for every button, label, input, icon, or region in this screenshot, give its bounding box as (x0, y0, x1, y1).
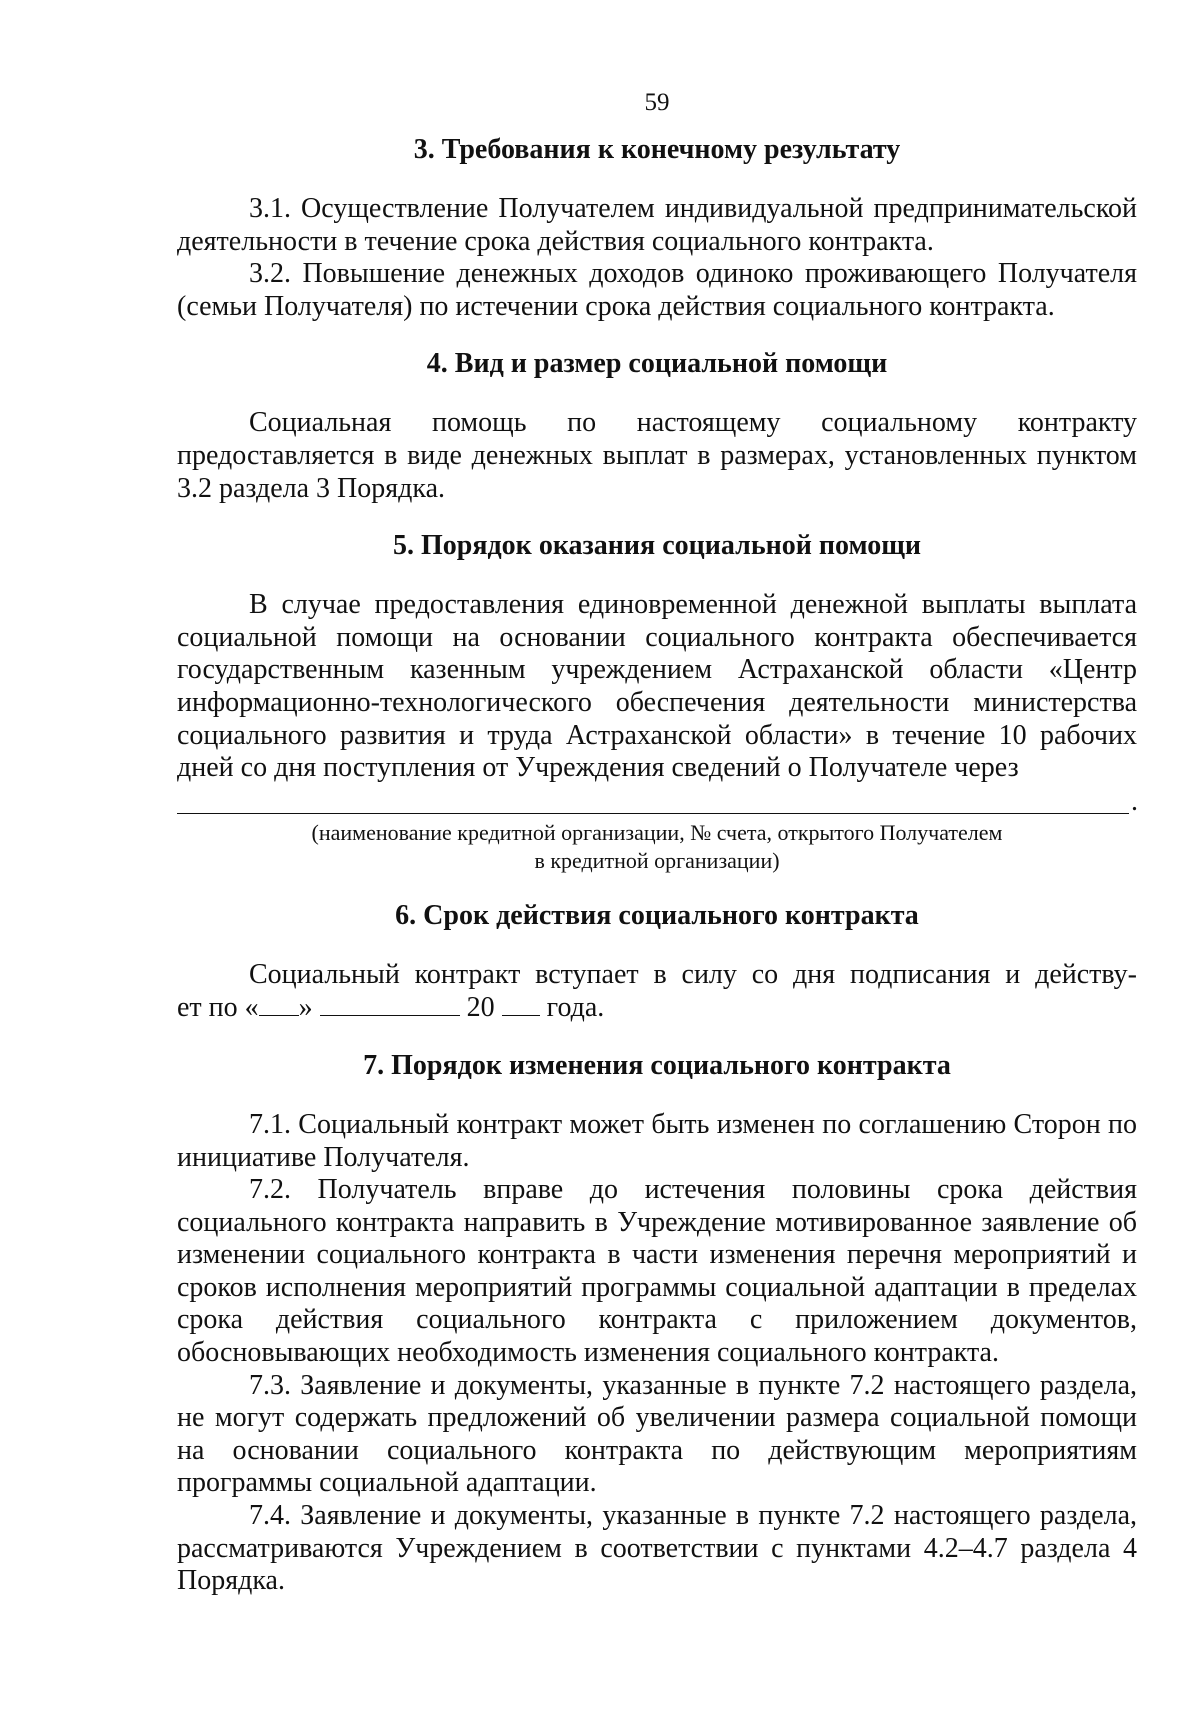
paragraph-4: Социальная помощь по настоящему социальному контракту предоставляется в виде денежных выплат в размерах, установленных пунктом 3.2 раздела 3 Порядка. (177, 407, 1137, 504)
paragraph-6-line-2 (177, 991, 1137, 1025)
section-5-heading: 5. Порядок оказания социальной помощи (393, 530, 921, 562)
section-3-heading: 3. Требования к конечному результату (413, 134, 901, 165)
year-prefix: 20 (466, 992, 495, 1024)
section-6-heading: 6. Срок действия социального контракта (395, 899, 919, 931)
paragraph-5: В случае предоставления единовременной денежной выплаты выплата социальной помощи на основании социального контракта обеспечивается государственным казенным учреждением Астраханской области «Центр информационно-технологического обеспечения деятельности министерства социального развития и труда Астраханской области» в течение 10 рабочих дней со дня поступления от Учреждения сведений о Получателе через (177, 589, 1137, 784)
paragraph-7-2: 7.2. Получатель вправе до истечения половины срока действия социального контракта направить в Учреждение мотивированное заявление об изменении социального контракта в части изменения перечня мероприятий и сроков исполнения мероприятий программы социальной адаптации в пределах срока действия социального контракта с приложением документов, обосновывающих необходимость изменения социального контракта. (177, 1174, 1137, 1369)
bank-details-line (177, 785, 1137, 819)
page-number: 59 (644, 89, 670, 116)
paragraph-3-2: 3.2. Повышение денежных доходов одиноко проживающего Получателя (семьи Получателя) по истечении срока действия социального контракта. (177, 258, 1137, 322)
section-7-heading: 7. Порядок изменения социального контракта (363, 1049, 951, 1081)
term-quote-close: » (298, 992, 313, 1024)
month-blank (320, 991, 460, 1016)
year-word: года. (546, 992, 605, 1024)
paragraph-7-3: 7.3. Заявление и документы, указанные в пункте 7.2 настоящего раздела, не могут содержать предложений об увеличении размера социальной помощи на основании социального контракта по действующим мероприятиям программы социальной адаптации. (177, 1369, 1137, 1499)
year-blank (502, 991, 540, 1016)
paragraph-7-4: 7.4. Заявление и документы, указанные в пункте 7.2 настоящего раздела, рассматриваются Учреждением в соответствии с пунктами 4.2–4.7 раздела 4 Порядка. (177, 1500, 1137, 1597)
fill-in-line (177, 813, 1129, 814)
line-end-period: . (1131, 785, 1138, 817)
document-body (177, 88, 1137, 1598)
term-prefix: ет по « (177, 992, 259, 1024)
bank-caption-line-1: (наименование кредитной организации, № счета, открытого Получателем (311, 819, 1003, 845)
paragraph-7-1: 7.1. Социальный контракт может быть изменен по соглашению Сторон по инициативе Получателя. (177, 1108, 1137, 1173)
day-blank (259, 991, 299, 1016)
paragraph-3-1: 3.1. Осуществление Получателем индивидуальной предпринимательской деятельности в течение срока действия социального контракта. (177, 193, 1137, 257)
section-4-heading: 4. Вид и размер социальной помощи (426, 348, 888, 380)
bank-caption-line-2: в кредитной организации) (534, 847, 780, 873)
paragraph-6-line-1: Социальный контракт вступает в силу со дня подписания и действу- (249, 958, 1137, 990)
